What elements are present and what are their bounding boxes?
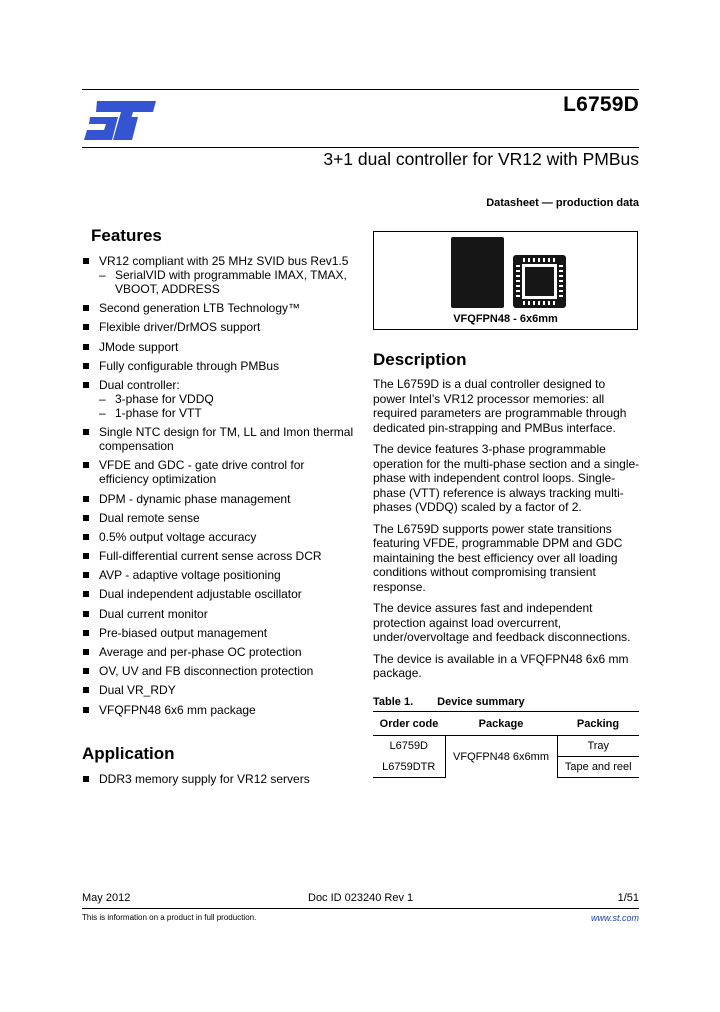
feature-subitem: – 3-phase for VDDQ <box>99 391 214 406</box>
feature-text: VFQFPN48 6x6 mm package <box>99 702 256 717</box>
feature-subitem-text: 3-phase for VDDQ <box>115 391 214 406</box>
bullet-icon <box>83 324 89 330</box>
application-list <box>82 772 357 791</box>
feature-item <box>82 254 357 296</box>
feature-item <box>82 587 357 601</box>
feature-item <box>82 425 357 453</box>
table-header-cell: Packing <box>557 712 639 736</box>
table-header-row <box>373 712 639 736</box>
feature-item <box>82 320 357 334</box>
application-heading: Application <box>82 744 175 763</box>
footer-doc-id: Doc ID 023240 Rev 1 <box>308 892 414 904</box>
device-summary-table <box>373 711 639 778</box>
title-rule <box>82 147 639 148</box>
table-cell-packing: Tray <box>557 736 639 757</box>
feature-text: Dual controller: <box>99 377 180 392</box>
bullet-icon <box>83 429 89 435</box>
feature-item <box>82 530 357 544</box>
package-top-view-image <box>451 237 504 308</box>
features-list <box>82 254 357 722</box>
bullet-icon <box>83 668 89 674</box>
table-title: Device summary <box>437 696 525 708</box>
feature-item <box>82 607 357 621</box>
st-logo <box>82 95 157 145</box>
feature-text: AVP - adaptive voltage positioning <box>99 568 281 583</box>
feature-text: JMode support <box>99 339 179 354</box>
feature-item <box>82 492 357 506</box>
table-row <box>373 736 639 757</box>
feature-text: Second generation LTB Technology™ <box>99 301 301 316</box>
bullet-icon <box>83 630 89 636</box>
bullet-icon <box>83 462 89 468</box>
feature-text: Single NTC design for TM, LL and Imon thermal compensation <box>99 425 354 454</box>
bullet-icon <box>83 258 89 264</box>
bullet-icon <box>83 382 89 388</box>
feature-text: VFDE and GDC - gate drive control for efficiency optimization <box>99 458 305 487</box>
bullet-icon <box>83 553 89 559</box>
bullet-icon <box>83 649 89 655</box>
description-paragraph: The device assures fast and independent protection against load overcurrent, under/overvoltage and feedback disconnections. <box>373 601 631 644</box>
bullet-icon <box>83 776 89 782</box>
footer-website-link[interactable]: www.st.com <box>590 913 639 923</box>
feature-text: Dual current monitor <box>99 606 208 621</box>
feature-text: Pre-biased output management <box>99 625 268 640</box>
bullet-icon <box>83 344 89 350</box>
table-cell-order-code: L6759DTR <box>373 757 445 778</box>
package-caption: VFQFPN48 - 6x6mm <box>453 313 558 325</box>
bullet-icon <box>83 611 89 617</box>
feature-item <box>82 359 357 373</box>
feature-item <box>82 645 357 659</box>
footer-date: May 2012 <box>82 892 131 904</box>
table-header-cell: Order code <box>373 712 445 736</box>
description-heading: Description <box>373 350 467 369</box>
bullet-icon <box>83 534 89 540</box>
feature-item <box>82 703 357 717</box>
description-paragraph: The device features 3-phase programmable operation for the multi-phase section and a single-phase with independent control loops. Single-phase (VTT) reference is always tracking multi-phases (VDDQ) scaled by a factor of 2. <box>373 442 640 514</box>
top-rule <box>82 89 639 90</box>
feature-item <box>82 511 357 525</box>
description-paragraph: The L6759D is a dual controller designed to power Intel’s VR12 processor memories: all required parameters are programmable through dedicated pin-strapping and PMBus interface. <box>373 377 627 435</box>
table-header-cell: Package <box>445 712 557 736</box>
table-label: Table 1. <box>373 696 414 708</box>
table-cell-package: VFQFPN48 6x6mm <box>453 750 549 763</box>
feature-item <box>82 301 357 315</box>
feature-item <box>82 549 357 563</box>
bullet-icon <box>83 591 89 597</box>
bullet-icon <box>83 496 89 502</box>
footer-note: This is information on a product in full production. <box>82 913 257 922</box>
feature-item <box>82 664 357 678</box>
bullet-icon <box>83 687 89 693</box>
table-cell-order-code: L6759D <box>373 736 445 757</box>
bullet-icon <box>83 572 89 578</box>
feature-item <box>82 683 357 697</box>
feature-subitem: – SerialVID with programmable IMAX, TMAX, VBOOT, ADDRESS <box>99 268 347 296</box>
feature-item <box>82 378 357 420</box>
feature-text: Fully configurable through PMBus <box>99 358 280 373</box>
feature-text: Average and per-phase OC protection <box>99 645 302 659</box>
features-heading: Features <box>91 226 162 245</box>
description-body <box>373 377 641 688</box>
bullet-icon <box>83 363 89 369</box>
part-number: L6759D <box>563 93 639 116</box>
feature-text: Dual independent adjustable oscillator <box>99 587 302 602</box>
footer-page-number: 1/51 <box>617 892 639 904</box>
feature-text: Full-differential current sense across DCR <box>99 549 322 564</box>
document-subtitle: 3+1 dual controller for VR12 with PMBus <box>323 149 639 169</box>
feature-text: DPM - dynamic phase management <box>99 491 291 506</box>
feature-item <box>82 568 357 582</box>
description-paragraph: The device is available in a VFQFPN48 6x6 mm package. <box>373 651 629 680</box>
feature-text: VR12 compliant with 25 MHz SVID bus Rev1.5 <box>99 254 349 268</box>
feature-item <box>82 340 357 354</box>
description-paragraph: The L6759D supports power state transitions featuring VFDE, programmable DPM and GDC maintaining the best efficiency over all loading conditions without compromising transient response. <box>373 521 623 594</box>
datasheet-type: Datasheet — production data <box>486 197 639 209</box>
feature-subitem-text: 1-phase for VTT <box>115 405 202 420</box>
feature-item <box>82 458 357 486</box>
feature-text: Dual VR_RDY <box>99 683 176 698</box>
application-text: DDR3 memory supply for VR12 servers <box>99 772 310 786</box>
feature-subitem: – 1-phase for VTT <box>99 405 202 420</box>
feature-text: OV, UV and FB disconnection protection <box>99 664 314 679</box>
package-bottom-view-image <box>513 255 566 308</box>
footer-rule <box>82 908 639 909</box>
bullet-icon <box>83 707 89 713</box>
table-caption <box>373 696 525 708</box>
feature-text: Dual remote sense <box>99 510 200 525</box>
feature-item <box>82 626 357 640</box>
feature-text: Flexible driver/DrMOS support <box>99 320 261 335</box>
feature-text: 0.5% output voltage accuracy <box>99 529 257 544</box>
bullet-icon <box>83 305 89 311</box>
application-item <box>82 772 357 786</box>
feature-subitem-text: SerialVID with programmable IMAX, TMAX, VBOOT, ADDRESS <box>115 268 347 296</box>
table-cell-packing: Tape and reel <box>557 757 639 778</box>
bullet-icon <box>83 515 89 521</box>
